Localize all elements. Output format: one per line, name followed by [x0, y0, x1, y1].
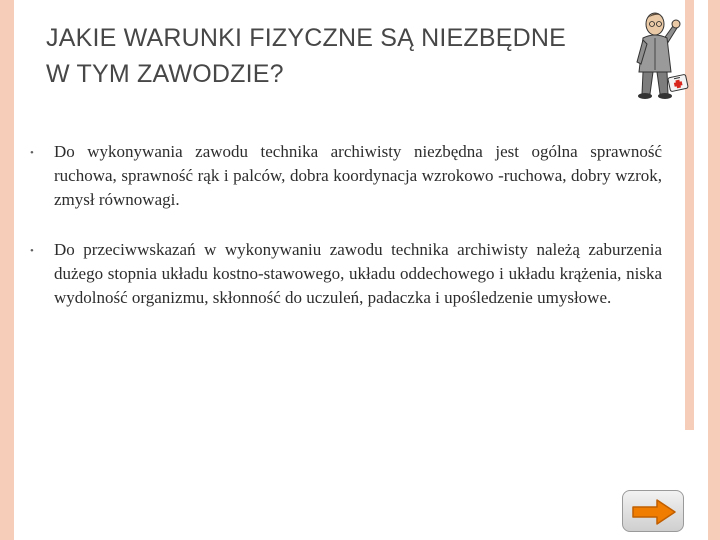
right-arrow-icon [629, 497, 679, 527]
bullet-text: Do przeciwwskazań w wykonywaniu zawodu technika archiwisty należą zaburzenia dużego stopnia układu kostno-stawowego, układu oddechowego i układu krążenia, niska wydolność organizmu, skłonność do uczuleń, padaczka i upośledzenie umysłowe. [54, 240, 662, 307]
slide-title-line-1: JAKIE WARUNKI FIZYCZNE SĄ NIEZBĘDNE [46, 24, 567, 52]
slide-title [46, 20, 686, 92]
content-bullet-list [30, 140, 662, 336]
bullet-marker: • [30, 245, 34, 257]
doctor-with-medical-bag-icon [625, 6, 691, 102]
bullet-item-physical-requirements [30, 140, 662, 212]
slide-title-line-2: W TYM ZAWODZIE? [46, 60, 284, 88]
next-slide-button[interactable] [622, 490, 684, 532]
right-outer-decorative-border [708, 0, 720, 540]
left-decorative-border [0, 0, 14, 540]
bullet-item-contraindications [30, 238, 662, 310]
bullet-text: Do wykonywania zawodu technika archiwisty niezbędna jest ogólna sprawność ruchowa, sprawność rąk i palców, dobra koordynacja wzrokowo -ruchowa, dobry wzrok, zmysł równowagi. [54, 142, 662, 209]
bullet-marker: • [30, 147, 34, 159]
